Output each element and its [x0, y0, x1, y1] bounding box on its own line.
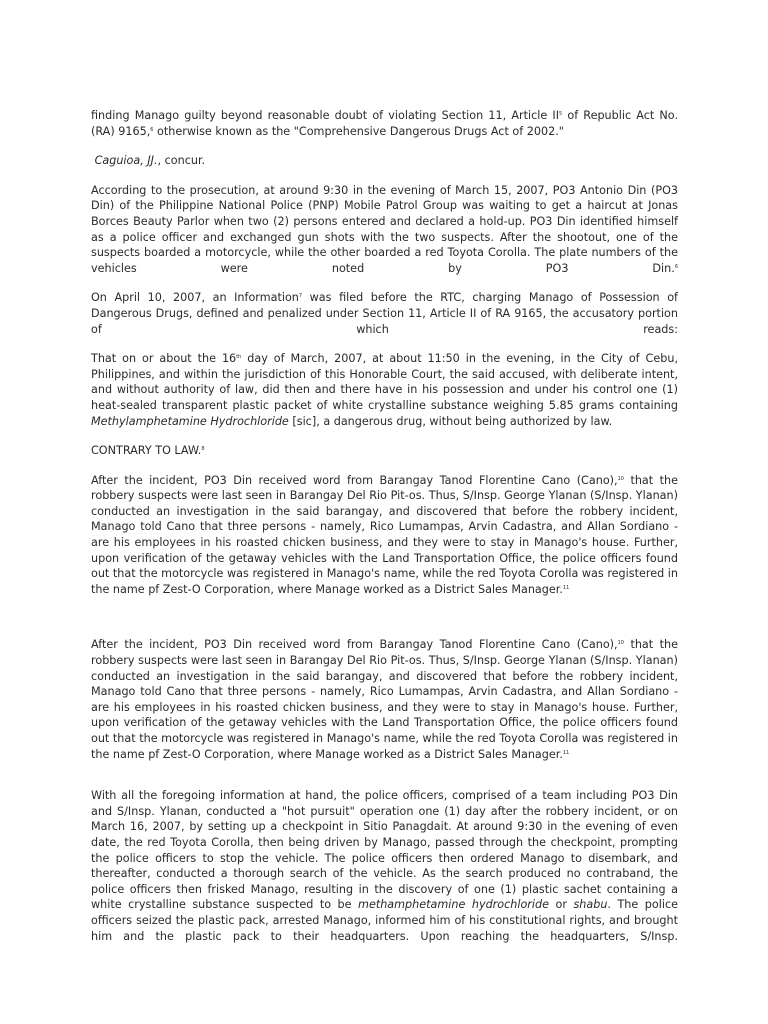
footnote-ref: 10: [617, 475, 624, 482]
footnote-ref: 11: [562, 749, 570, 756]
paragraph-hot-pursuit: With all the foregoing information at hand, the police officers, comprised of a team including PO3 Din and S/Insp. Ylanan, conducted a "hot pursuit" operation one (1) day after the robbery incident, or on March 16, 2007, by setting up a checkpoint in Sitio Panagdait. At around 9:30 in the evening of even date, the red Toyota Corolla, then being driven by Manago, passed through the checkpoint, prompting the police officers to stop the vehicle. The police officers then ordered Manago to disembark, and thereafter, conducted a thorough search of the vehicle. As the search produced no contraband, the police officers then frisked Manago, resulting in the discovery of one (1) plastic sachet containing a white crystalline substance suspected to be methamphetamine hydrochloride or shabu. The police officers seized the plastic pack, arrested Manago, informed him of his constitutional rights, and brought him and the plastic pack to their headquarters. Upon reaching the headquarters, S/Insp.: [91, 789, 678, 943]
footnote-ref: 5: [559, 111, 563, 117]
footnote-ref: 11: [562, 584, 570, 591]
document-body: [91, 108, 678, 958]
paragraph-after-incident-1: After the incident, PO3 Din received word from Barangay Tanod Florentine Cano (Cano),$^{10}$ that the robbery suspects were last seen in Barangay Del Rio Pit-os. Thus, S/Insp. George Ylanan (S/Insp. Ylanan) conducted an investigation in the said barangay, and discovered that before the robbery incident, Manago told Cano that three persons - namely, Rico Lumampas, Arvin Cadastra, and Allan Sordiano - are his employees in his roasted chicken business, and they were to stay in Manago's house. Further, upon verification of the getaway vehicles with the Land Transportation Office, the police officers found out that the motorcycle was registered in Manago's name, while the red Toyota Corolla was registered in the name pf Zest-O Corporation, where Manage worked as a District Sales Manager.$^{11}$: [91, 473, 678, 596]
footnote-ref: 10: [617, 640, 624, 647]
paragraph-information: On April 10, 2007, an Information$^7$ was filed before the RTC, charging Manago of Possession of Dangerous Drugs, defined and penalized under Section 11, Article II of RA 9165, the accusatory portion of which reads:: [91, 291, 678, 336]
footnote-ref: 6: [674, 263, 678, 270]
paragraph-concur: Caguioa, JJ., concur.: [94, 154, 206, 168]
paragraph-contrary: CONTRARY TO LAW.$^8$: [91, 444, 205, 458]
paragraph-after-incident-2: After the incident, PO3 Din received word from Barangay Tanod Florentine Cano (Cano),$^{10}$ that the robbery suspects were last seen in Barangay Del Rio Pit-os. Thus, S/Insp. George Ylanan (S/Insp. Ylanan) conducted an investigation in the said barangay, and discovered that before the robbery incident, Manago told Cano that three persons - namely, Rico Lumampas, Arvin Cadastra, and Allan Sordiano - are his employees in his roasted chicken business, and they were to stay in Manago's house. Further, upon verification of the getaway vehicles with the Land Transportation Office, the police officers found out that the motorcycle was registered in Manago's name, while the red Toyota Corolla was registered in the name pf Zest-O Corporation, where Manage worked as a District Sales Manager.$^{11}$: [91, 638, 678, 761]
footnote-ref: 8: [201, 446, 205, 453]
paragraph-accusatory: That on or about the 16th day of March, 2007, at about 11:50 in the evening, in the City of Cebu, Philippines, and within the jurisdiction of this Honorable Court, the said accused, with deliberate intent, and without authority of law, did then and there have in his possession and under his control one (1) heat-sealed transparent plastic packet of white crystalline substance weighing 5.85 grams containing Methylamphetamine Hydrochloride [sic], a dangerous drug, without being authorized by law.: [91, 352, 679, 428]
footnote-ref: 7: [298, 293, 303, 300]
footnote-ref: 6: [150, 126, 154, 133]
paragraph-prosecution: According to the prosecution, at around 9:30 in the evening of March 15, 2007, PO3 Antonio Din (PO3 Din) of the Philippine National Police (PNP) Mobile Patrol Group was waiting to get a haircut at Jonas Borces Beauty Parlor when two (2) persons entered and declared a hold-up. PO3 Din identified himself as a police officer and exchanged gun shots with the two suspects. After the shootout, one of the suspects boarded a motorcycle, while the other boarded a red Toyota Corolla. The plate numbers of the vehicles were noted by PO3 Din.$^6$: [91, 183, 678, 275]
concurring-justices: Caguioa, JJ.: [94, 154, 158, 168]
paragraph-ruling: finding Manago guilty beyond reasonable doubt of violating Section 11, Article $II^5$ of Republic Act No. (RA) 9165,$^6$ otherwise known as the "Comprehensive Dangerous Drugs Act of 2002.": [91, 109, 679, 138]
